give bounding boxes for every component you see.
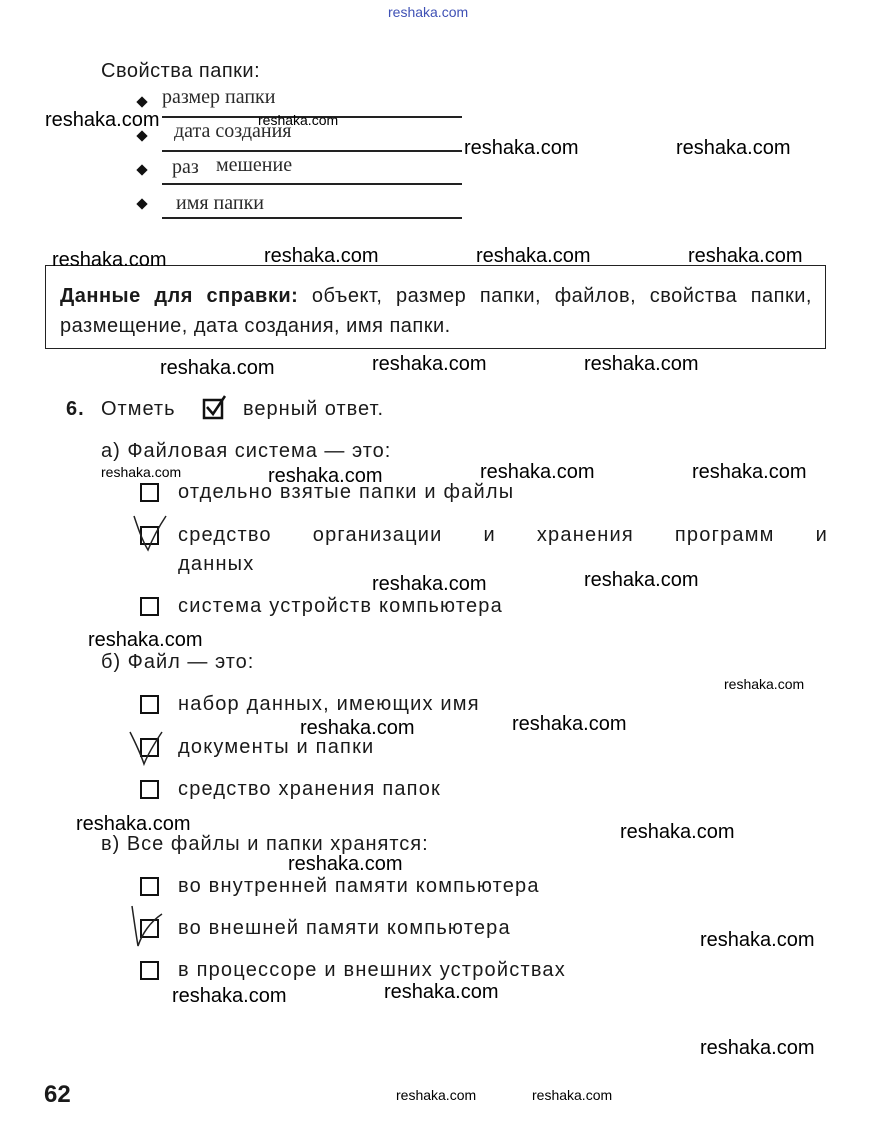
- reference-text: [60, 281, 812, 341]
- question-a: а) Файловая система — это:: [101, 440, 392, 462]
- checkbox-a1[interactable]: [140, 483, 159, 502]
- watermark: reshaka.com: [676, 137, 791, 159]
- watermark: reshaka.com: [45, 109, 160, 131]
- folder-prop-size: размер папки: [162, 86, 276, 108]
- watermark: reshaka.com: [700, 1037, 815, 1059]
- option-b3: средство хранения папок: [178, 778, 441, 800]
- watermark: reshaka.com: [172, 985, 287, 1007]
- folder-prop-location-part1: раз: [172, 156, 199, 178]
- folder-prop-date: дата создания: [174, 120, 292, 142]
- checkbox-c1[interactable]: [140, 877, 159, 896]
- watermark: reshaka.com: [700, 929, 815, 951]
- question-b: б) Файл — это:: [101, 651, 255, 673]
- task-instruction-post: верный ответ.: [243, 398, 384, 420]
- option-c2: во внешней памяти компьютера: [178, 917, 511, 939]
- option-a3: система устройств компьютера: [178, 595, 503, 617]
- folder-prop-name: имя папки: [176, 192, 264, 214]
- watermark: reshaka.com: [372, 353, 487, 375]
- watermark: reshaka.com: [620, 821, 735, 843]
- watermark: reshaka.com: [300, 717, 415, 739]
- task-instruction-pre: Отметь: [101, 398, 176, 420]
- option-c1: во внутренней памяти компьютера: [178, 875, 540, 897]
- watermark: reshaka.com: [288, 853, 403, 875]
- folder-props-title: Свойства папки:: [101, 60, 261, 82]
- answer-line: [162, 150, 462, 152]
- watermark: reshaka.com: [476, 245, 591, 267]
- watermark: reshaka.com: [76, 813, 191, 835]
- option-b1: набор данных, имеющих имя: [178, 693, 480, 715]
- page-number: 62: [44, 1081, 71, 1108]
- reference-label: Данные для справки:: [60, 285, 299, 307]
- watermark: reshaka.com: [688, 245, 803, 267]
- checkbox-c3[interactable]: [140, 961, 159, 980]
- watermark: reshaka.com: [52, 249, 167, 271]
- watermark: reshaka.com: [101, 464, 182, 480]
- option-c3: в процессоре и внешних устройствах: [178, 959, 566, 981]
- option-a2-line1: средство организации и хранения программ и: [178, 524, 828, 546]
- watermark: reshaka.com: [584, 569, 699, 591]
- option-a1: отдельно взятые папки и файлы: [178, 481, 515, 503]
- checkbox-a3[interactable]: [140, 597, 159, 616]
- watermark: reshaka.com: [258, 112, 339, 128]
- watermark: reshaka.com: [384, 981, 499, 1003]
- checkbox-b3[interactable]: [140, 780, 159, 799]
- option-b2: документы и папки: [178, 736, 375, 758]
- question-c: в) Все файлы и папки хранятся:: [101, 833, 429, 855]
- checkbox-checked-icon: [203, 394, 229, 420]
- watermark: reshaka.com: [160, 357, 275, 379]
- watermark: reshaka.com: [724, 676, 805, 692]
- checkbox-b1[interactable]: [140, 695, 159, 714]
- watermark: reshaka.com: [372, 573, 487, 595]
- reference-body: объект, размер папки, файлов, свойства папки, размещение, дата создания, имя папки.: [60, 285, 812, 337]
- check-mark-icon: [128, 726, 168, 768]
- option-a2-line2: данных: [178, 553, 255, 575]
- folder-prop-location-part2: мешение: [216, 154, 293, 176]
- watermark: reshaka.com: [480, 461, 595, 483]
- watermark: reshaka.com: [268, 465, 383, 487]
- watermark: reshaka.com: [264, 245, 379, 267]
- watermark: reshaka.com: [88, 629, 203, 651]
- answer-line: [162, 183, 462, 185]
- watermark: reshaka.com: [584, 353, 699, 375]
- watermark: reshaka.com: [464, 137, 579, 159]
- watermark: reshaka.com: [692, 461, 807, 483]
- watermark: reshaka.com: [512, 713, 627, 735]
- watermark: reshaka.com: [396, 1087, 477, 1103]
- watermark: reshaka.com: [532, 1087, 613, 1103]
- check-mark-icon: [132, 512, 172, 554]
- header-watermark-link[interactable]: reshaka.com: [388, 4, 469, 20]
- answer-line: [162, 217, 462, 219]
- task-number: 6.: [66, 398, 85, 420]
- check-mark-icon: [128, 904, 168, 950]
